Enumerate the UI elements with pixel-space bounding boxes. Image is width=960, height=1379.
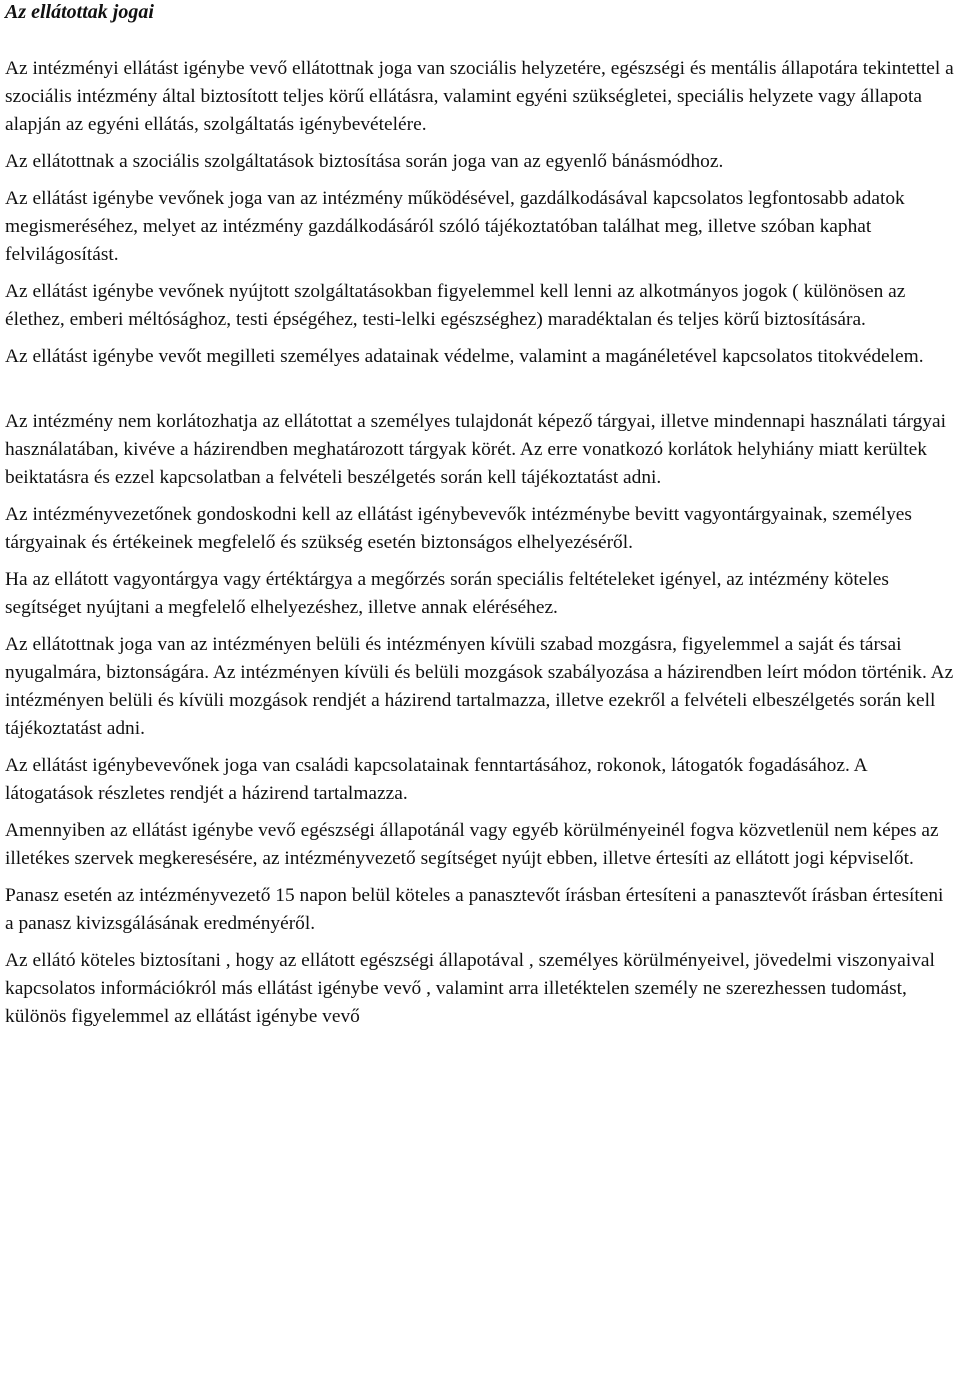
paragraph-4: Az ellátást igénybe vevőnek nyújtott szolgáltatásokban figyelemmel kell lenni az alkotmányos jogok ( különösen az élethez, emberi méltósághoz, testi épségéhez, testi-lelki egészséghez) maradéktalan és teljes körű biztosítására.: [5, 281, 906, 330]
paragraph-5: Az ellátást igénybe vevőt megilleti személyes adatainak védelme, valamint a magánéletével kapcsolatos titokvédelem.: [5, 346, 924, 367]
paragraph-7: Az intézményvezetőnek gondoskodni kell az ellátást igénybevevők intézménybe bevitt vagyontárgyainak, személyes tárgyainak és értékeinek megfelelő és szükség esetén biztonságos elhelyezéséről.: [5, 504, 912, 553]
paragraph-9: Az ellátottnak joga van az intézményen belüli és intézményen kívüli szabad mozgásra, figyelemmel a saját és társai nyugalmára, biztonságára. Az intézményen kívüli és belüli mozgások szabályozása a házirendben leírt módon történik. Az intézményen belüli és kívüli mozgások rendjét a házirend tartalmazza, illetve ezekről a felvételi elbeszélgetés során kell tájékoztatást adni.: [5, 634, 954, 739]
document-title: Az ellátottak jogai: [5, 1, 154, 23]
paragraph-6: Az intézmény nem korlátozhatja az ellátottat a személyes tulajdonát képező tárgyai, illetve mindennapi használati tárgyai használatában, kivéve a házirendben meghatározott tárgyak körét. Az erre vonatkozó korlátok helyhiány miatt kerültek beiktatásra és ezzel kapcsolatban a felvételi beszélgetés során kell tájékoztatást adni.: [5, 411, 946, 488]
paragraph-1: Az intézményi ellátást igénybe vevő ellátottnak joga van szociális helyzetére, egészségi és mentális állapotára tekintettel a szociális intézmény által biztosított teljes körű ellátásra, valamint egyéni szükségletei, speciális helyzete vagy állapota alapján az egyéni ellátás, szolgáltatás igénybevételére.: [5, 58, 954, 135]
paragraph-11: Amennyiben az ellátást igénybe vevő egészségi állapotánál vagy egyéb körülményeinél fogva közvetlenül nem képes az illetékes szervek megkeresésére, az intézményvezető segítséget nyújt ebben, illetve értesíti az ellátott jogi képviselőt.: [5, 820, 939, 869]
paragraph-13: Az ellátó köteles biztosítani , hogy az ellátott egészségi állapotával , személyes körülményeivel, jövedelmi viszonyaival kapcsolatos információkról más ellátást igénybe vevő , valamint arra illetéktelen személy ne szerezhessen tudomást, különös figyelemmel az ellátást igénybe vevő: [5, 950, 935, 1027]
paragraph-12: Panasz esetén az intézményvezető 15 napon belül köteles a panasztevőt írásban értesíteni a panasztevőt írásban értesíteni a panasz kivizsgálásának eredményéről.: [5, 885, 944, 934]
document-page: [5, 0, 955, 1031]
paragraph-3: Az ellátást igénybe vevőnek joga van az intézmény működésével, gazdálkodásával kapcsolatos legfontosabb adatok megismeréséhez, melyet az intézmény gazdálkodásáról szóló tájékoztatóban találhat meg, illetve szóban kaphat felvilágosítást.: [5, 188, 905, 265]
paragraph-10: Az ellátást igénybevevőnek joga van családi kapcsolatainak fenntartásához, rokonok, látogatók fogadásához. A látogatások részletes rendjét a házirend tartalmazza.: [5, 755, 867, 804]
paragraph-8: Ha az ellátott vagyontárgya vagy értéktárgya a megőrzés során speciális feltételeket igényel, az intézmény köteles segítséget nyújtani a megfelelő elhelyezéshez, illetve annak eléréséhez.: [5, 569, 889, 618]
paragraph-2: Az ellátottnak a szociális szolgáltatások biztosítása során joga van az egyenlő bánásmódhoz.: [5, 151, 724, 172]
